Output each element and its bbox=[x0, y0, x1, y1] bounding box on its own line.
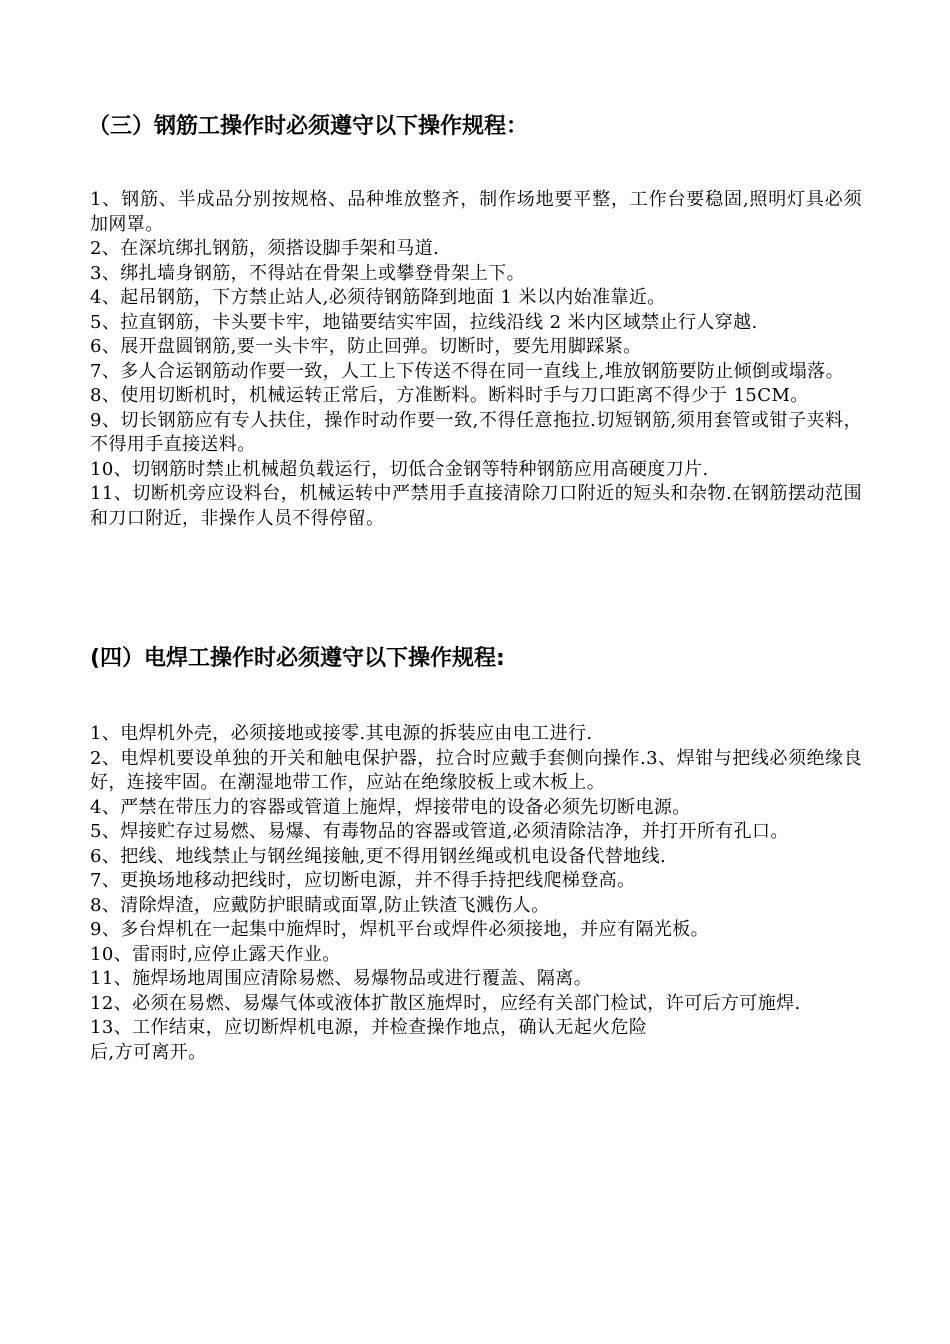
rule-item: 2、电焊机要设单独的开关和触电保护器，拉合时应戴手套侧向操作.3、焊钳与把线必须绝缘良好，连接牢固。在潮湿地带工作，应站在绝缘胶板上或木板上。 bbox=[90, 747, 862, 793]
section-4-rules-list bbox=[90, 722, 862, 1065]
rule-item: 1、钢筋、半成品分别按规格、品种堆放整齐，制作场地要平整，工作台要稳固,照明灯具必须加网罩。 bbox=[90, 189, 862, 235]
section-3-heading: （三）钢筋工操作时必须遵守以下操作规程： bbox=[88, 114, 529, 139]
rule-item: 13、工作结束，应切断焊机电源，并检查操作地点，确认无起火危险 bbox=[90, 1017, 648, 1038]
rule-item: 9、多台焊机在一起集中施焊时，焊机平台或焊件必须接地，并应有隔光板。 bbox=[90, 919, 710, 940]
rule-item: 5、焊接贮存过易燃、易爆、有毒物品的容器或管道,必须清除洁净，并打开所有孔口。 bbox=[90, 821, 789, 842]
section-4-heading: (四）电焊工操作时必须遵守以下操作规程: bbox=[90, 646, 505, 671]
rule-item: 10、雷雨时,应停止露天作业。 bbox=[90, 943, 341, 965]
rule-item: 5、拉直钢筋，卡头要卡牢，地锚要结实牢固，拉线沿线 2 米内区域禁止行人穿越. bbox=[90, 311, 758, 333]
rule-item: 1、电焊机外壳，必须接地或接零.其电源的拆装应由电工进行. bbox=[90, 723, 593, 744]
rule-item: 7、多人合运钢筋动作要一致，人工上下传送不得在同一直线上,堆放钢筋要防止倾倒或塌落。 bbox=[90, 360, 844, 382]
rule-item: 8、清除焊渣，应戴防护眼睛或面罩,防止铁渣飞溅伤人。 bbox=[90, 894, 550, 916]
rule-item-continuation: 后,方可离开。 bbox=[90, 1041, 207, 1063]
rule-item: 4、起吊钢筋，下方禁止站人,必须待钢筋降到地面 1 米以内始准靠近。 bbox=[90, 287, 666, 308]
rule-item: 6、把线、地线禁止与钢丝绳接触,更不得用钢丝绳或机电设备代替地线. bbox=[90, 845, 667, 867]
rule-item: 8、使用切断机时，机械运转正常后，方准断料。断料时手与刀口距离不得少于 15CM。 bbox=[90, 385, 809, 406]
rule-item: 7、更换场地移动把线时，应切断电源，并不得手持把线爬梯登高。 bbox=[90, 870, 636, 891]
section-3-rules-list bbox=[90, 188, 862, 531]
rule-item: 11、切断机旁应设料台，机械运转中严禁用手直接清除刀口附近的短头和杂物.在钢筋摆动范围和刀口附近，非操作人员不得停留。 bbox=[90, 483, 862, 529]
rule-item: 3、绑扎墙身钢筋，不得站在骨架上或攀登骨架上下。 bbox=[90, 262, 526, 284]
rule-item: 6、展开盘圆钢筋,要一头卡牢，防止回弹。切断时，要先用脚踩紧。 bbox=[90, 336, 642, 357]
rule-item: 10、切钢筋时禁止机械超负载运行，切低合金钢等特种钢筋应用高硬度刀片. bbox=[90, 458, 709, 480]
rule-item: 4、严禁在带压力的容器或管道上施焊，焊接带电的设备必须先切断电源。 bbox=[90, 796, 691, 818]
rule-item: 2、在深坑绑扎钢筋，须搭设脚手架和马道. bbox=[90, 238, 440, 259]
rule-item: 9、切长钢筋应有专人扶住，操作时动作要一致,不得任意拖拉.切短钢筋,须用套管或钳子夹料，不得用手直接送料。 bbox=[90, 409, 862, 455]
rule-item: 12、必须在易燃、易爆气体或液体扩散区施焊时，应经有关部门检试，许可后方可施焊. bbox=[90, 992, 801, 1014]
rule-item: 11、施焊场地周围应清除易燃、易爆物品或进行覆盖、隔离。 bbox=[90, 968, 593, 989]
